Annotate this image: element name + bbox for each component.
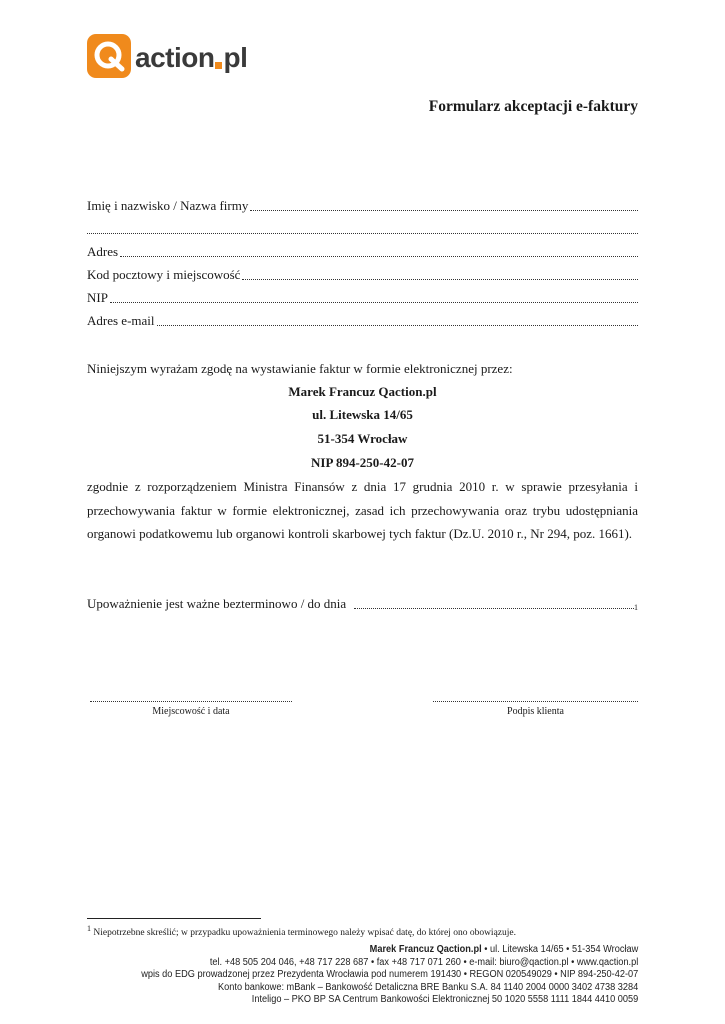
- validity-field[interactable]: [87, 594, 638, 612]
- place-date-line[interactable]: [90, 700, 292, 702]
- signature-line[interactable]: [433, 700, 638, 702]
- email-label: Adres e-mail: [87, 313, 155, 328]
- nip-dotted-line: [110, 301, 638, 303]
- postal-code-dotted-line: [242, 278, 638, 280]
- footnote: $^1$ Niepotrzebne skreślić; w przypadku upoważnienia terminowego należy wpisać datę, do której ono obowiązuje.: [87, 924, 516, 939]
- footer-line-4: Konto bankowe: mBank – Bankowość Detaliczna BRE Banku S.A. 84 1140 2004 0000 3402 4738 3284: [217, 981, 638, 993]
- validity-dotted-line: [354, 607, 634, 609]
- regulation-paragraph: zgodnie z rozporządzeniem Ministra Finansów z dnia 17 grudnia 2010 r. w sprawie przesyłania i przechowywania faktur w formie elektronicznej, zasad ich przechowywania oraz trybu udostępniania organowi podatkowemu lub organowi kontroli skarbowej tych faktur (Dz.U. 2010 r., Nr 294, poz. 1661).: [87, 479, 638, 541]
- nip-label: NIP: [87, 290, 108, 305]
- footnote-ref: 1: [634, 603, 638, 612]
- name-label: Imię i nazwisko / Nazwa firmy: [87, 198, 249, 213]
- signature-label: Podpis klienta: [507, 706, 564, 717]
- logo-q-icon: [87, 34, 131, 78]
- consent-company: Marek Francuz Qaction.pl: [288, 384, 437, 399]
- name-dotted-line: [250, 209, 638, 211]
- qaction-logo: [87, 32, 247, 80]
- address-label: Adres: [87, 244, 119, 259]
- validity-label: Upoważnienie jest ważne bezterminowo / do dnia: [87, 596, 347, 611]
- consent-city: 51-354 Wrocław: [317, 431, 408, 446]
- address-dotted-line: [120, 255, 638, 257]
- consent-street: ul. Litewska 14/65: [312, 407, 413, 422]
- logo-text: action pl: [135, 42, 248, 73]
- continuation-dotted-line: [87, 232, 638, 234]
- place-date-label: Miejscowość i data: [152, 706, 230, 717]
- footer-line-2: tel. +48 505 204 046, +48 717 228 687 • fax +48 717 071 260 • e-mail: biuro@qaction.pl • www.qaction.pl: [209, 956, 638, 968]
- footer-line-1: Marek Francuz Qaction.pl • ul. Litewska 14/65 • 51-354 Wrocław: [369, 944, 638, 955]
- address-field[interactable]: [87, 242, 638, 260]
- postal-code-label: Kod pocztowy i miejscowość: [87, 267, 241, 282]
- email-dotted-line: [157, 324, 638, 326]
- name-field-continuation[interactable]: [87, 219, 638, 237]
- footer-line-3: wpis do EDG prowadzonej przez Prezydenta Wrocławia pod numerem 191430 • REGON 020549029 • NIP 894-250-42-07: [140, 969, 638, 980]
- footer-line-5: Inteligo – PKO BP SA Centrum Bankowości Elektronicznej 50 1020 5558 1111 1844 4410 0059: [251, 994, 638, 1005]
- name-field[interactable]: [87, 196, 638, 214]
- footnote-rule: [87, 918, 261, 919]
- postal-code-field[interactable]: [87, 265, 638, 283]
- nip-field[interactable]: [87, 288, 638, 306]
- page-title: Formularz akceptacji e-faktury: [428, 98, 638, 115]
- page-footer: [98, 944, 638, 1007]
- consent-intro: Niniejszym wyrażam zgodę na wystawianie faktur w formie elektronicznej przez:: [87, 361, 513, 376]
- consent-nip: NIP 894-250-42-07: [311, 455, 414, 470]
- email-field[interactable]: [87, 311, 638, 329]
